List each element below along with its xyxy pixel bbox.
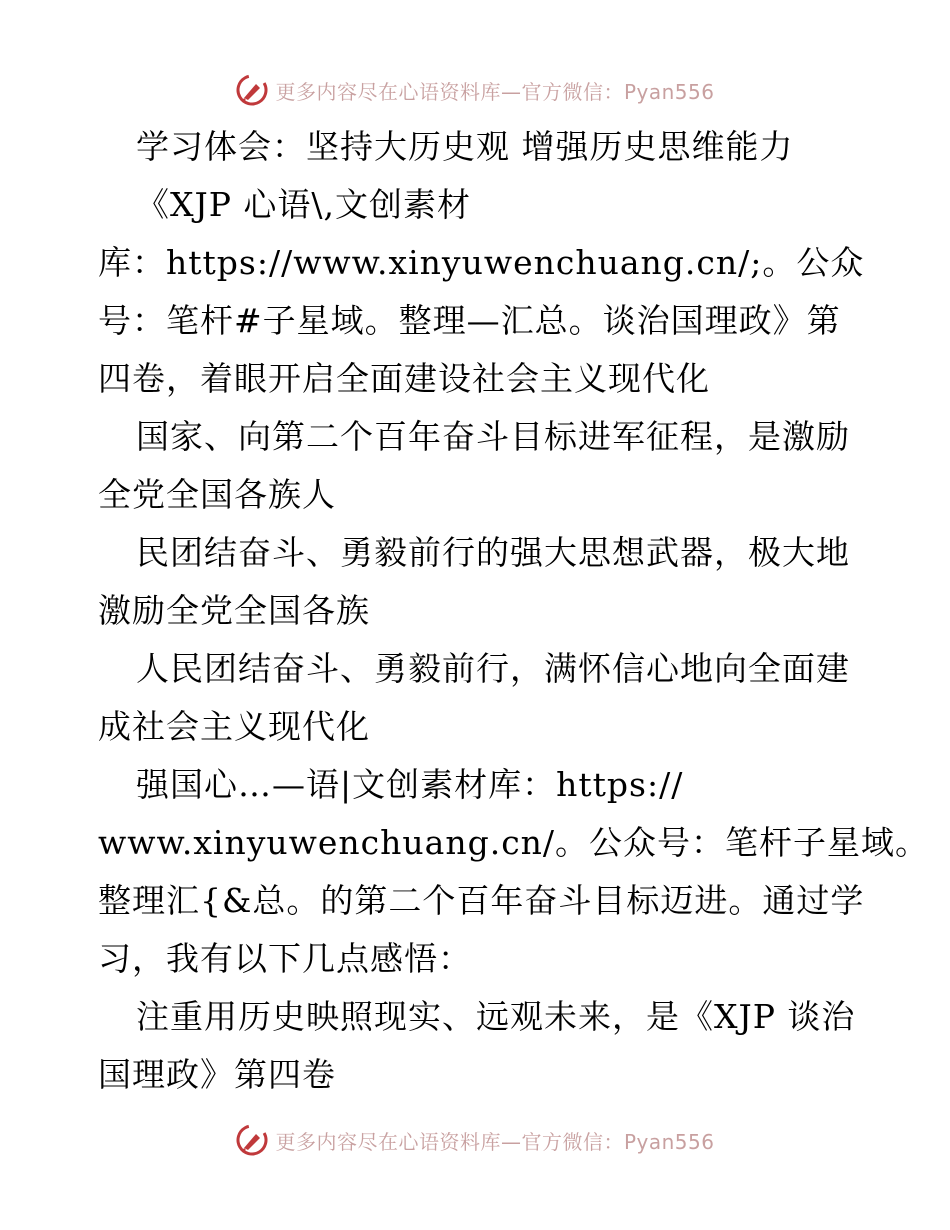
pen-logo-icon [235, 1123, 269, 1157]
watermark-banner-bottom [0, 1120, 950, 1160]
paragraph-line: 国理政》第四卷 [98, 1055, 336, 1094]
paragraph-line: 成社会主义现代化 [98, 707, 370, 746]
paragraph-line: 四卷，着眼开启全面建设社会主义现代化 [98, 359, 710, 398]
paragraph-line: 民团结奋斗、勇毅前行的强大思想武器，极大地 [136, 533, 850, 572]
paragraph-line: 注重用历史映照现实、远观未来，是《XJP 谈治 [136, 997, 856, 1036]
document-title: 学习体会：坚持大历史观 增强历史思维能力 [136, 127, 794, 166]
watermark-banner-top [0, 70, 950, 110]
paragraph-line: 号：笔杆#子星域。整理—汇总。谈治国理政》第 [98, 301, 841, 340]
paragraph-line: 习，我有以下几点感悟： [98, 939, 472, 978]
paragraph-line: 激励全党全国各族 [98, 591, 370, 630]
paragraph-line: 整理汇{&总。的第二个百年奋斗目标迈进。通过学 [98, 881, 865, 920]
document-body [98, 118, 930, 1104]
watermark-text: 更多内容尽在心语资料库—官方微信：Pyan556 [275, 1129, 715, 1154]
paragraph-line: 《XJP 心语\,文创素材 [136, 185, 472, 224]
paragraph-line: 人民团结奋斗、勇毅前行，满怀信心地向全面建 [136, 649, 850, 688]
paragraph-line: 强国心…—语|文创素材库：https:// [136, 765, 684, 804]
paragraph-line: 全党全国各族人 [98, 475, 336, 514]
paragraph-line: 国家、向第二个百年奋斗目标进军征程，是激励 [136, 417, 850, 456]
watermark-text: 更多内容尽在心语资料库—官方微信：Pyan556 [275, 79, 715, 104]
pen-logo-icon [235, 73, 269, 107]
paragraph-line: 库：https://www.xinyuwenchuang.cn/;。公众 [98, 243, 865, 282]
paragraph-line: www.xinyuwenchuang.cn/。公众号：笔杆子星域。 [98, 823, 930, 862]
